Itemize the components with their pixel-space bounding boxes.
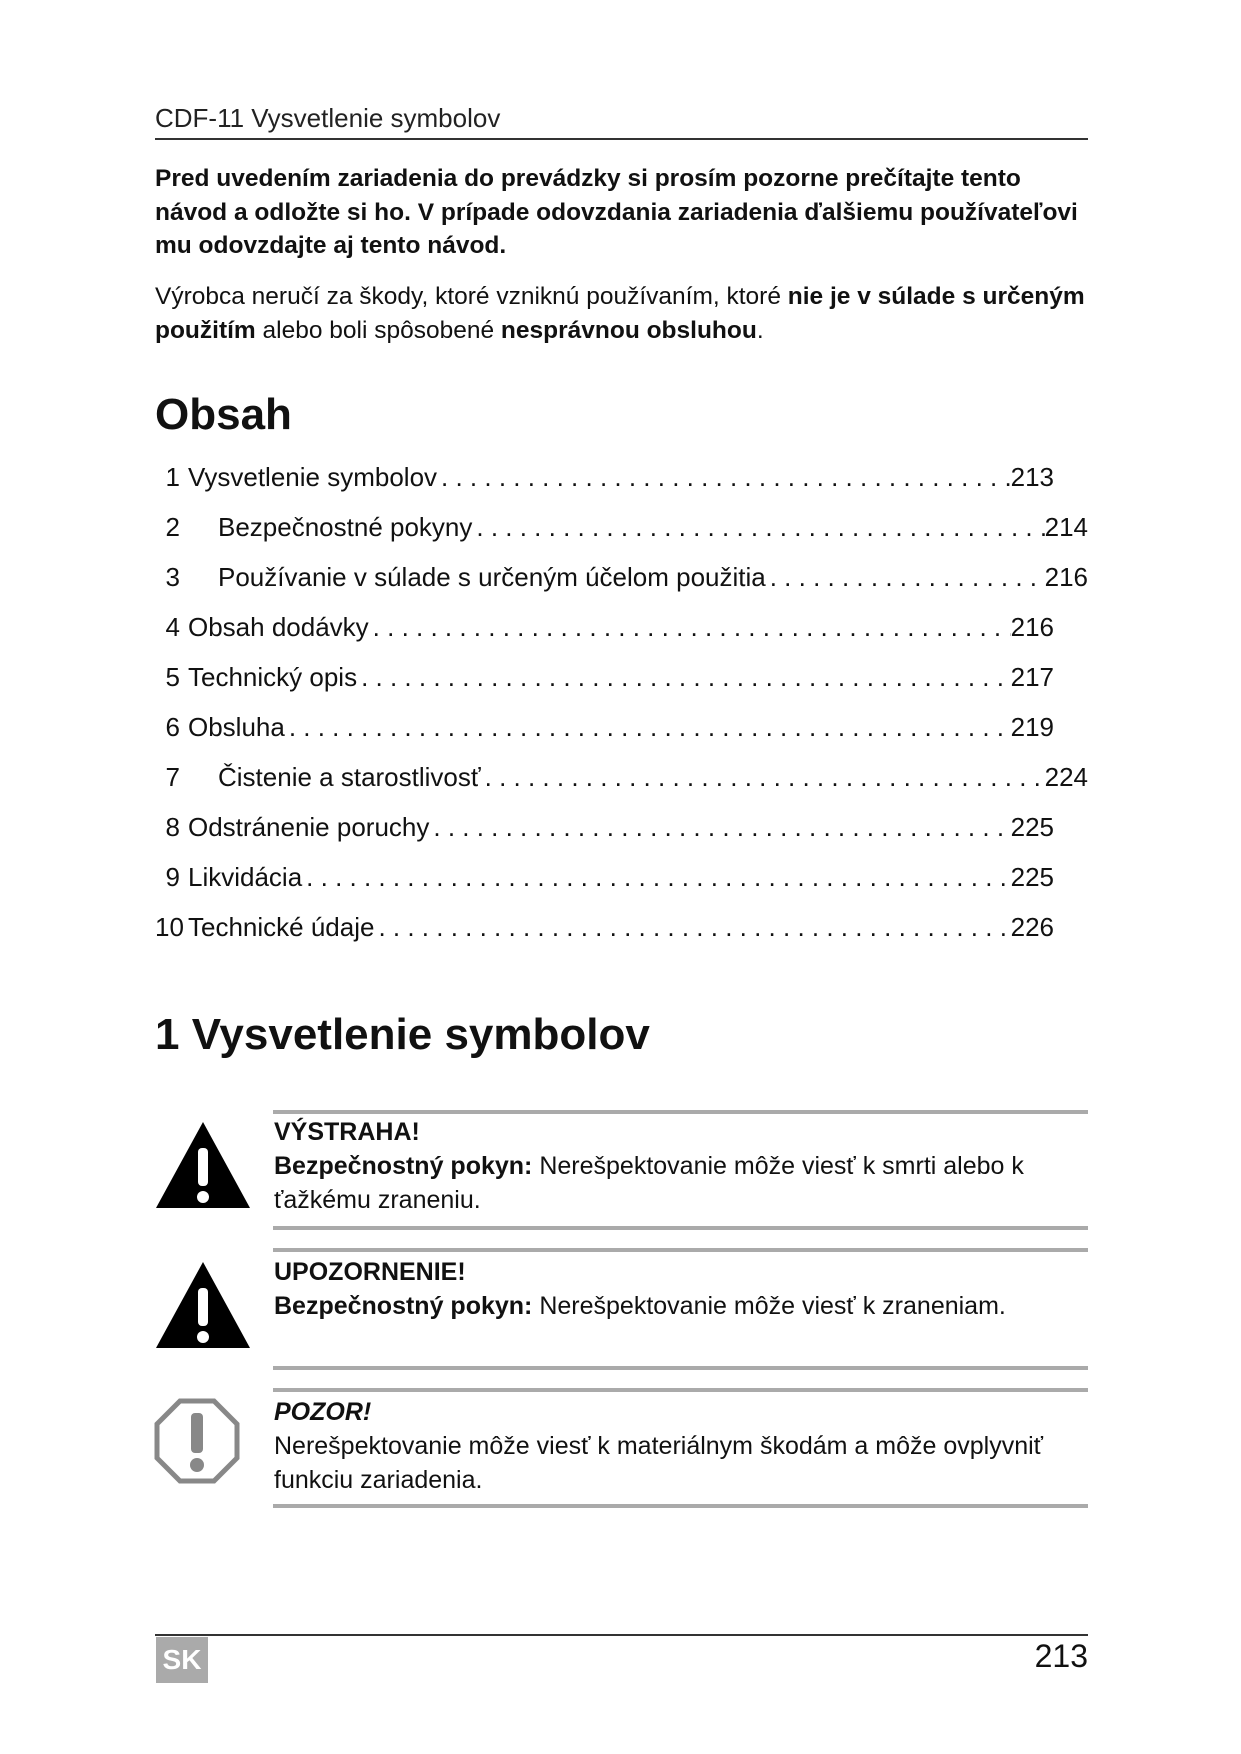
warning-triangle-icon xyxy=(154,1120,252,1210)
note-text: alebo boli spôsobené xyxy=(255,316,501,344)
toc-entry-page: 225 xyxy=(1010,862,1054,892)
note-text: . xyxy=(756,316,764,344)
warning-heading: VÝSTRAHA! xyxy=(274,1118,420,1146)
toc-title: Obsah xyxy=(155,390,292,439)
notice-heading: POZOR! xyxy=(274,1398,372,1426)
toc-entry[interactable] xyxy=(155,712,1054,746)
liability-note xyxy=(155,280,1095,347)
warning-block xyxy=(274,1115,1094,1217)
page-number: 213 xyxy=(1034,1638,1088,1674)
toc-dot-leader xyxy=(357,662,1011,693)
toc-entry[interactable] xyxy=(155,462,1054,496)
toc-entry-title: Používanie v súlade s určeným účelom použitia xyxy=(218,562,766,592)
toc-entry-title: Bezpečnostné pokyny xyxy=(218,512,473,542)
footer-rule xyxy=(155,1634,1088,1636)
notice-block xyxy=(274,1395,1094,1497)
toc-entry-page: 226 xyxy=(1010,912,1054,942)
header-rule xyxy=(155,138,1088,140)
section-title: 1 Vysvetlenie symbolov xyxy=(155,1010,650,1059)
toc-entry-title: Vysvetlenie symbolov xyxy=(188,462,438,492)
toc-entry-number: 4 xyxy=(165,612,180,642)
toc-entry-title: Obsah dodávky xyxy=(188,612,369,642)
octagon-exclamation-icon xyxy=(154,1398,240,1484)
language-badge: SK xyxy=(156,1637,208,1683)
toc-entry-number: 7 xyxy=(165,762,180,792)
toc-dot-leader xyxy=(437,462,1011,493)
warning-text: Nerešpektovanie môže viesť k smrti alebo k ťažkému zraneniu. xyxy=(274,1152,1024,1214)
toc-entry[interactable] xyxy=(155,812,1054,846)
toc-dot-leader xyxy=(481,762,1045,793)
toc-entry-number: 1 xyxy=(165,462,180,492)
toc-entry[interactable] xyxy=(155,512,1088,546)
warning-rule xyxy=(273,1248,1088,1252)
toc-entry-page: 217 xyxy=(1010,662,1054,692)
toc-entry-number: 5 xyxy=(165,662,180,692)
notice-rule xyxy=(273,1504,1088,1508)
toc-entry-title: Odstránenie poruchy xyxy=(188,812,430,842)
toc-dot-leader xyxy=(766,562,1045,593)
toc-dot-leader xyxy=(472,512,1044,543)
toc-entry-title: Čistenie a starostlivosť xyxy=(218,762,481,792)
toc-entry[interactable] xyxy=(155,762,1088,796)
warning-label: Bezpečnostný pokyn: xyxy=(274,1292,533,1320)
toc-entry-title: Technické údaje xyxy=(188,912,375,942)
toc-entry-title: Technický opis xyxy=(188,662,358,692)
note-bold: nie je v súlade s určeným použitím xyxy=(155,283,1085,344)
toc-entry-number: 3 xyxy=(165,562,180,592)
toc-entry-title: Likvidácia xyxy=(188,862,303,892)
toc-entry-page: 214 xyxy=(1044,512,1088,542)
toc-entry-page: 224 xyxy=(1044,762,1088,792)
warning-rule xyxy=(273,1226,1088,1230)
notice-text: Nerešpektovanie môže viesť k materiálnym škodám a môže ovplyvniť funkciu zariadenia. xyxy=(274,1432,1044,1494)
toc-entry-number: 8 xyxy=(165,812,180,842)
toc-dot-leader xyxy=(369,612,1011,643)
intro-paragraph: Pred uvedením zariadenia do prevádzky si prosím pozorne prečítajte tento návod a odložte si ho. V prípade odovzdania zariadenia ďalšiemu používateľovi mu odovzdajte aj tento návod. xyxy=(155,165,1078,259)
note-text: Výrobca neručí za škody, ktoré vzniknú používaním, ktoré xyxy=(155,283,788,310)
toc-entry[interactable] xyxy=(155,912,1054,946)
toc-dot-leader xyxy=(429,812,1010,843)
toc-dot-leader xyxy=(302,862,1010,893)
toc-entry-page: 213 xyxy=(1010,462,1054,492)
toc-entry-number: 10 xyxy=(155,912,184,942)
toc-entry-number: 2 xyxy=(165,512,180,542)
running-header: CDF-11 Vysvetlenie symbolov xyxy=(155,103,501,133)
toc-dot-leader xyxy=(374,912,1010,943)
toc-entry-page: 216 xyxy=(1044,562,1088,592)
toc-entry-page: 225 xyxy=(1010,812,1054,842)
warning-label: Bezpečnostný pokyn: xyxy=(274,1152,533,1180)
toc-entry-number: 9 xyxy=(165,862,180,892)
warning-rule xyxy=(273,1366,1088,1370)
warning-block xyxy=(274,1255,1094,1323)
toc-entry-page: 219 xyxy=(1010,712,1054,742)
note-bold: nesprávnou obsluhou xyxy=(500,316,757,344)
toc-entry[interactable] xyxy=(155,662,1054,696)
toc-entry-number: 6 xyxy=(165,712,180,742)
toc-entry-page: 216 xyxy=(1010,612,1054,642)
warning-triangle-icon xyxy=(154,1260,252,1350)
toc-entry[interactable] xyxy=(155,612,1054,646)
toc-entry-title: Obsluha xyxy=(188,712,285,742)
warning-text: Nerešpektovanie môže viesť k zraneniam. xyxy=(532,1292,1006,1320)
warning-rule xyxy=(273,1110,1088,1114)
toc-entry[interactable] xyxy=(155,862,1054,896)
toc-dot-leader xyxy=(285,712,1011,743)
notice-rule xyxy=(273,1388,1088,1392)
toc-entry[interactable] xyxy=(155,562,1088,596)
warning-heading: UPOZORNENIE! xyxy=(274,1258,466,1286)
